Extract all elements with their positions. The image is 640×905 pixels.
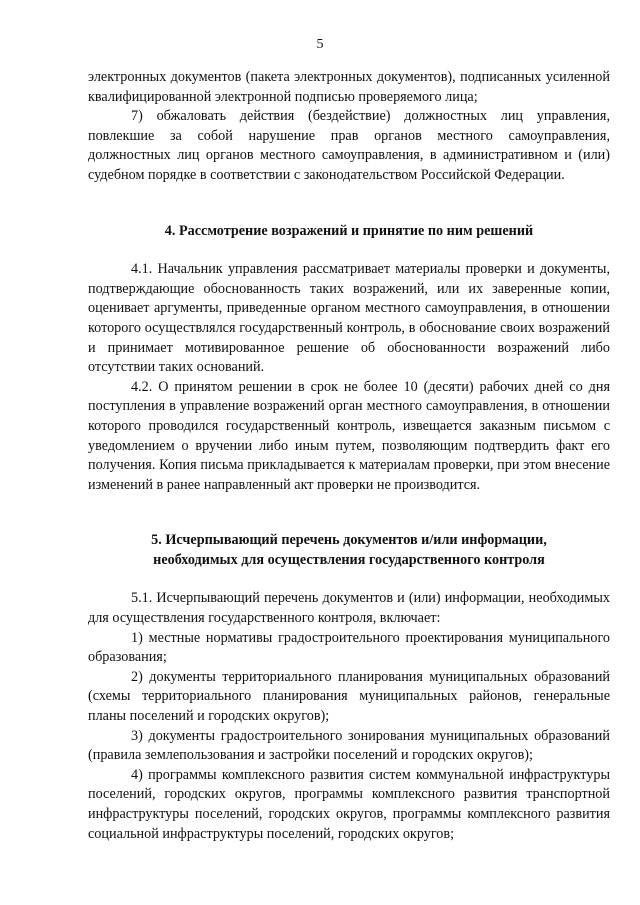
- section-5-heading-line1: 5. Исчерпывающий перечень документов и/или информации,: [151, 532, 547, 549]
- paragraph-item-7: 7) обжаловать действия (бездействие) должностных лиц управления, повлекшие за собой нарушение прав органов местного самоуправления, должностных лиц органов местного самоуправления, в административном и (или) судебном порядке в соответствии с законодательством Российской Федерации.: [88, 108, 610, 183]
- paragraph-4-2: 4.2. О принятом решении в срок не более 10 (десяти) рабочих дней со дня поступления в управление возражений орган местного самоуправления, в отношении которого проводился государственный контроль, извещается заказным письмом с уведомлением о вручении либо иным путем, позволяющим подтвердить факт его получения. Копия письма прикладывается к материалам проверки, при этом внесение изменений в ранее направленный акт проверки не производится.: [88, 378, 610, 493]
- page-number: 5: [316, 37, 324, 52]
- document-body: [88, 68, 610, 844]
- paragraph-4-1: 4.1. Начальник управления рассматривает материалы проверки и документы, подтверждающие обоснованность таких возражений, или их заверенные копии, оценивает аргументы, приведенные органом местного самоуправления, в отношении которого осуществлялся государственный контроль, в обоснование своих возражений и принимает мотивированное решение об обоснованности возражений либо отсутствии таких оснований.: [88, 261, 610, 376]
- section-4-heading: 4. Рассмотрение возражений и принятие по ним решений: [164, 222, 534, 239]
- list-item: 1) местные нормативы градостроительного проектирования муниципального образования;: [88, 629, 610, 666]
- paragraph-5-1: 5.1. Исчерпывающий перечень документов и (или) информации, необходимых для осуществления государственного контроля, включает:: [88, 590, 610, 627]
- section-5-heading: [88, 531, 610, 570]
- list-item: 2) документы территориального планирования муниципальных образований (схемы территориального планирования муниципальных районов, генеральные планы поселений и городских округов);: [88, 668, 610, 725]
- list-item: 4) программы комплексного развития систем коммунальной инфраструктуры поселений, городских округов, программы комплексного развития транспортной инфраструктуры поселений, городских округов, программы комплексного развития социальной инфраструктуры поселений, городских округов;: [88, 766, 610, 842]
- list-item: 3) документы градостроительного зонирования муниципальных образований (правила землепользования и застройки поселений и городских округов);: [88, 727, 610, 764]
- paragraph-continuation: электронных документов (пакета электронных документов), подписанных усиленной квалифицированной электронной подписью проверяемого лица;: [88, 69, 610, 105]
- section-5-heading-line2: необходимых для осуществления государственного контроля: [153, 551, 545, 568]
